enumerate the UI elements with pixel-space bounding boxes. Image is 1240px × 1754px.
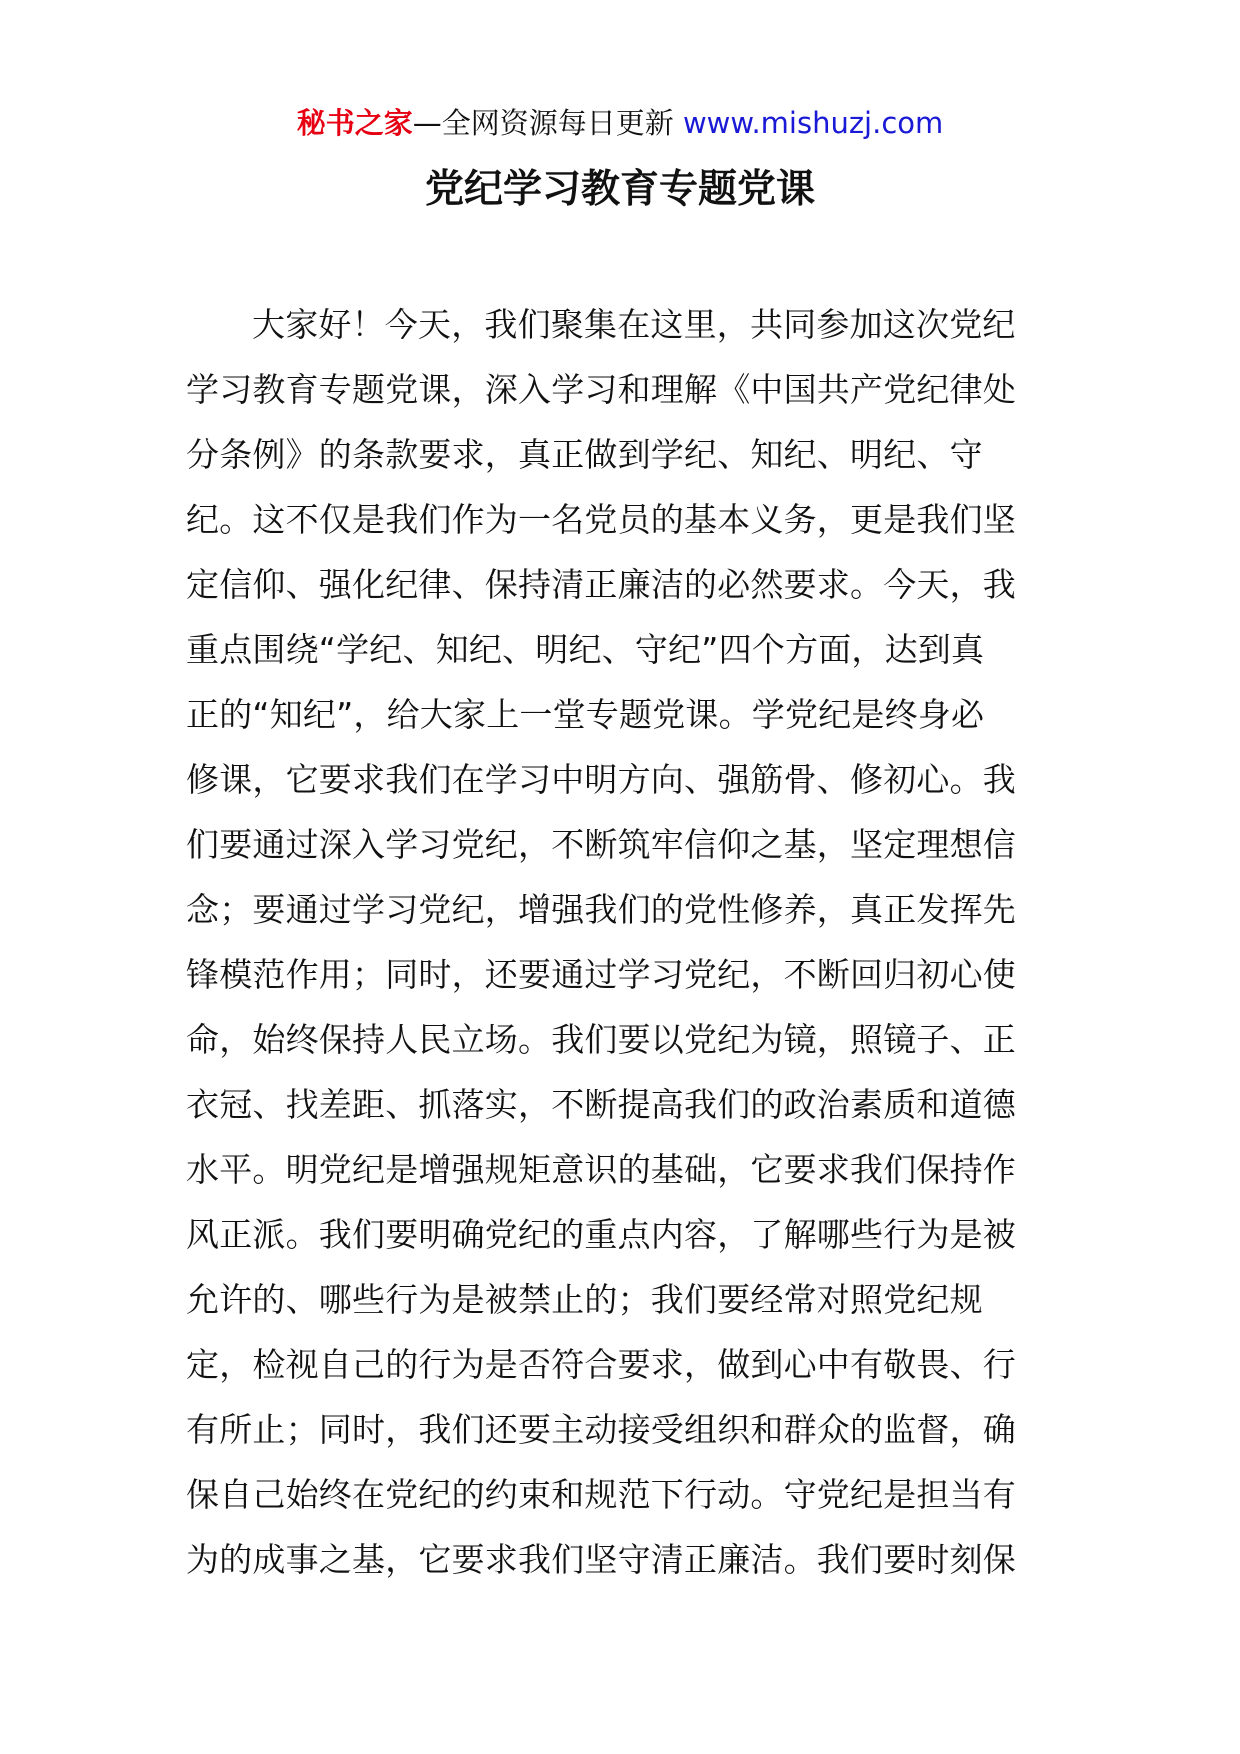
body-text-line: 命，始终保持人民立场。我们要以党纪为镜，照镜子、正	[186, 1020, 1016, 1059]
body-text-line: 有所止；同时，我们还要主动接受组织和群众的监督，确	[186, 1410, 1016, 1449]
body-text-line: 们要通过深入学习党纪，不断筑牢信仰之基，坚定理想信	[186, 825, 1016, 864]
body-text-line: 衣冠、找差距、抓落实，不断提高我们的政治素质和道德	[186, 1085, 1016, 1124]
body-text-line: 纪。这不仅是我们作为一名党员的基本义务，更是我们坚	[186, 500, 1016, 539]
body-text-line: 学习教育专题党课，深入学习和理解《中国共产党纪律处	[186, 370, 1016, 409]
site-banner	[0, 100, 1240, 146]
body-text-line: 允许的、哪些行为是被禁止的；我们要经常对照党纪规	[186, 1280, 983, 1319]
website-link[interactable]: www.mishuzj.com	[682, 106, 944, 140]
document-body	[186, 292, 1056, 1592]
body-text-line: 念；要通过学习党纪，增强我们的党性修养，真正发挥先	[186, 890, 1016, 929]
banner-slogan: —全网资源每日更新	[412, 106, 683, 140]
body-text-line: 为的成事之基，它要求我们坚守清正廉洁。我们要时刻保	[186, 1540, 1016, 1579]
body-text-line: 定信仰、强化纪律、保持清正廉洁的必然要求。今天，我	[186, 565, 1016, 604]
body-text-line: 定，检视自己的行为是否符合要求，做到心中有敬畏、行	[186, 1345, 1016, 1384]
body-text-line: 分条例》的条款要求，真正做到学纪、知纪、明纪、守	[186, 435, 983, 474]
body-text-line: 锋模范作用；同时，还要通过学习党纪，不断回归初心使	[186, 955, 1016, 994]
brand-name: 秘书之家	[296, 106, 413, 140]
body-text-line: 重点围绕“学纪、知纪、明纪、守纪”四个方面，达到真	[186, 630, 985, 669]
body-text-line: 水平。明党纪是增强规矩意识的基础，它要求我们保持作	[186, 1150, 1016, 1189]
body-text-line: 风正派。我们要明确党纪的重点内容，了解哪些行为是被	[186, 1215, 1016, 1254]
body-text-line: 大家好！今天，我们聚集在这里，共同参加这次党纪	[252, 305, 1016, 344]
body-text-line: 修课，它要求我们在学习中明方向、强筋骨、修初心。我	[186, 760, 1016, 799]
body-text-line: 保自己始终在党纪的约束和规范下行动。守党纪是担当有	[186, 1475, 1016, 1514]
document-title: 党纪学习教育专题党课	[424, 167, 815, 212]
body-text-line: 正的“知纪”，给大家上一堂专题党课。学党纪是终身必	[186, 695, 985, 734]
